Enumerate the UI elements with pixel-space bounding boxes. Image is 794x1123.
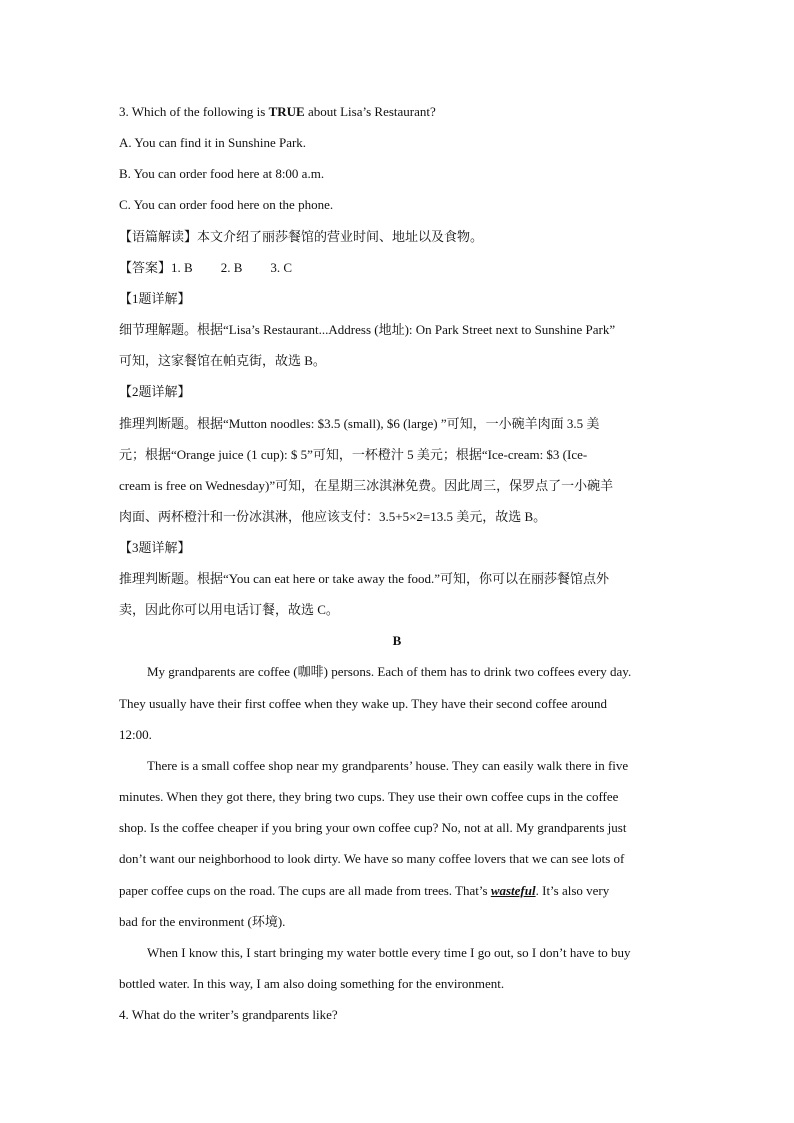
passage-b-paragraph-2: shop. Is the coffee cheaper if you bring your own coffee cup? No, not at all. My grandparents just <box>119 820 627 835</box>
question-3-stem-text: 3. Which of the following is <box>119 104 269 119</box>
answer-key <box>119 258 679 278</box>
question-4-stem: 4. What do the writer’s grandparents like? <box>119 1007 338 1022</box>
passage-b-paragraph-1: My grandparents are coffee (咖啡) persons. Each of them has to drink two coffees every day. <box>147 664 632 679</box>
passage-b-paragraph-1: They usually have their first coffee when they wake up. They have their second coffee around <box>119 696 608 711</box>
passage-b-paragraph-2: bad for the environment (环境). <box>119 914 286 929</box>
passage-b-text: paper coffee cups on the road. The cups are all made from trees. That’s <box>119 883 491 898</box>
question-3-option-a: A. You can find it in Sunshine Park. <box>119 135 307 150</box>
passage-b-text: . It’s also very <box>535 883 610 898</box>
answer-3: 3. C <box>270 260 293 275</box>
q1-explanation-line: 可知，这家餐馆在帕克街，故选 B。 <box>119 353 326 368</box>
passage-b-paragraph-2 <box>119 881 679 901</box>
answer-2: 2. B <box>220 260 243 275</box>
passage-b-paragraph-2: There is a small coffee shop near my grandparents’ house. They can easily walk there in five <box>147 758 629 773</box>
q1-explanation-line: 细节理解题。根据“Lisa’s Restaurant...Address (地址): On Park Street next to Sunshine Park” <box>119 322 616 337</box>
question-3-option-b: B. You can order food here at 8:00 a.m. <box>119 166 325 181</box>
answer-1: 1. B <box>171 260 193 275</box>
q3-explanation-line: 推理判断题。根据“You can eat here or take away the food.”可知，你可以在丽莎餐馆点外 <box>119 571 610 586</box>
answer-key-label: 【答案】 <box>119 260 172 275</box>
passage-b-heading: B <box>392 633 402 648</box>
q2-explanation-line: cream is free on Wednesday)”可知，在星期三冰淇淋免费。因此周三，保罗点了一小碗羊 <box>119 478 614 493</box>
q2-explanation-line: 推理判断题。根据“Mutton noodles: $3.5 (small), $6 (large) ”可知，一小碗羊肉面 3.5 美 <box>119 416 600 431</box>
q3-explanation-title: 【3题详解】 <box>119 540 191 555</box>
q2-explanation-line: 元；根据“Orange juice (1 cup): $ 5”可知，一杯橙汁 5 美元；根据“Ice-cream: $3 (Ice- <box>119 447 588 462</box>
q1-explanation-title: 【1题详解】 <box>119 291 191 306</box>
question-3-stem <box>119 102 679 122</box>
passage-b-paragraph-2: don’t want our neighborhood to look dirty. We have so many coffee lovers that we can see lots of <box>119 851 625 866</box>
passage-b-paragraph-3: bottled water. In this way, I am also doing something for the environment. <box>119 976 505 991</box>
q2-explanation-title: 【2题详解】 <box>119 384 191 399</box>
passage-b-paragraph-1: 12:00. <box>119 727 152 742</box>
question-3-stem-tail: about Lisa’s Restaurant? <box>304 104 436 119</box>
underlined-word: wasteful <box>490 883 536 898</box>
passage-b-paragraph-3: When I know this, I start bringing my water bottle every time I go out, so I don’t have to buy <box>147 945 631 960</box>
passage-summary: 【语篇解读】本文介绍了丽莎餐馆的营业时间、地址以及食物。 <box>119 229 484 244</box>
passage-b-paragraph-2: minutes. When they got there, they bring two cups. They use their own coffee cups in the coffee <box>119 789 619 804</box>
q3-explanation-line: 卖，因此你可以用电话订餐，故选 C。 <box>119 602 339 617</box>
q2-explanation-line: 肉面、两杯橙汁和一份冰淇淋，他应该支付：3.5+5×2=13.5 美元，故选 B。 <box>119 509 547 524</box>
question-3-emphasis: TRUE <box>268 104 305 119</box>
question-3-option-c: C. You can order food here on the phone. <box>119 197 334 212</box>
